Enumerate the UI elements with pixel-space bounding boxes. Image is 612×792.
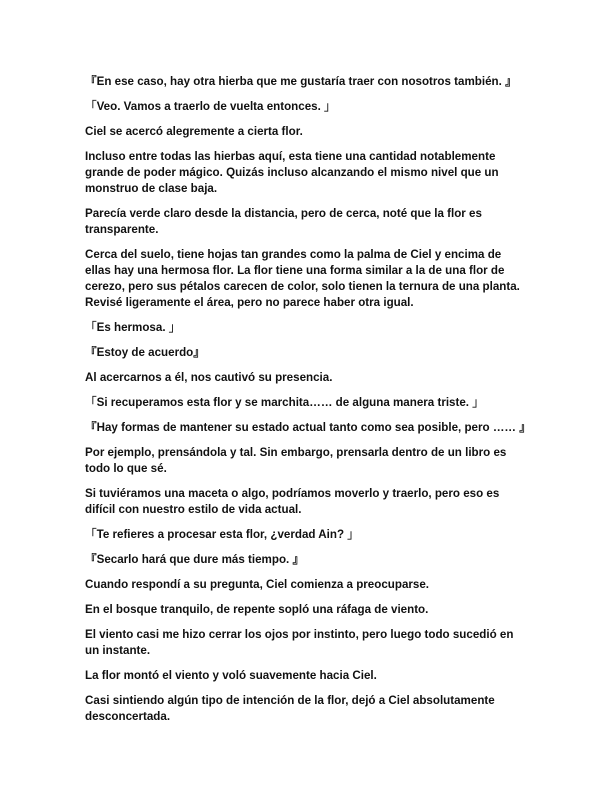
paragraph: 「Veo. Vamos a traerlo de vuelta entonces. 」 [85, 100, 336, 113]
paragraph: En el bosque tranquilo, de repente sopló una ráfaga de viento. [85, 603, 429, 616]
paragraph: 『Hay formas de mantener su estado actual tanto como sea posible, pero …… 』 [85, 421, 531, 434]
paragraph: Al acercarnos a él, nos cautivó su presencia. [85, 371, 333, 384]
paragraph: La flor montó el viento y voló suavemente hacia Ciel. [85, 669, 377, 682]
paragraph: 『Secarlo hará que dure más tiempo. 』 [85, 553, 305, 566]
paragraph: Si tuviéramos una maceta o algo, podríamos moverlo y traerlo, pero eso es difícil con nuestro estilo de vida actual. [85, 487, 500, 516]
paragraph: 「Es hermosa. 」 [85, 321, 181, 334]
paragraph: Casi sintiendo algún tipo de intención de la flor, dejó a Ciel absolutamente desconcertada. [85, 694, 495, 723]
paragraph: 『Estoy de acuerdo』 [85, 346, 205, 359]
paragraph: Ciel se acercó alegremente a cierta flor. [85, 125, 303, 138]
paragraph: 「Si recuperamos esta flor y se marchita…… de alguna manera triste. 」 [85, 396, 484, 409]
paragraph: Incluso entre todas las hierbas aquí, esta tiene una cantidad notablemente grande de poder mágico. Quizás incluso alcanzando el mismo nivel que un monstruo de clase baja. [85, 150, 499, 195]
paragraph: 『En ese caso, hay otra hierba que me gustaría traer con nosotros también. 』 [85, 75, 517, 88]
paragraph: Cerca del suelo, tiene hojas tan grandes como la palma de Ciel y encima de ellas hay una hermosa flor. La flor tiene una forma similar a la de una flor de cerezo, pero sus pétalos carecen de color, solo tienen la ternura de una planta. Revisé ligeramente el área, pero no parece haber otra igual. [85, 248, 520, 309]
document-body [85, 74, 531, 734]
paragraph: El viento casi me hizo cerrar los ojos por instinto, pero luego todo sucedió en un instante. [85, 628, 514, 657]
paragraph: 「Te refieres a procesar esta flor, ¿verdad Ain? 」 [85, 528, 359, 541]
paragraph: Cuando respondí a su pregunta, Ciel comienza a preocuparse. [85, 578, 430, 591]
paragraph: Por ejemplo, prensándola y tal. Sin embargo, prensarla dentro de un libro es todo lo que sé. [85, 446, 507, 475]
paragraph: Parecía verde claro desde la distancia, pero de cerca, noté que la flor es transparente. [85, 207, 482, 236]
